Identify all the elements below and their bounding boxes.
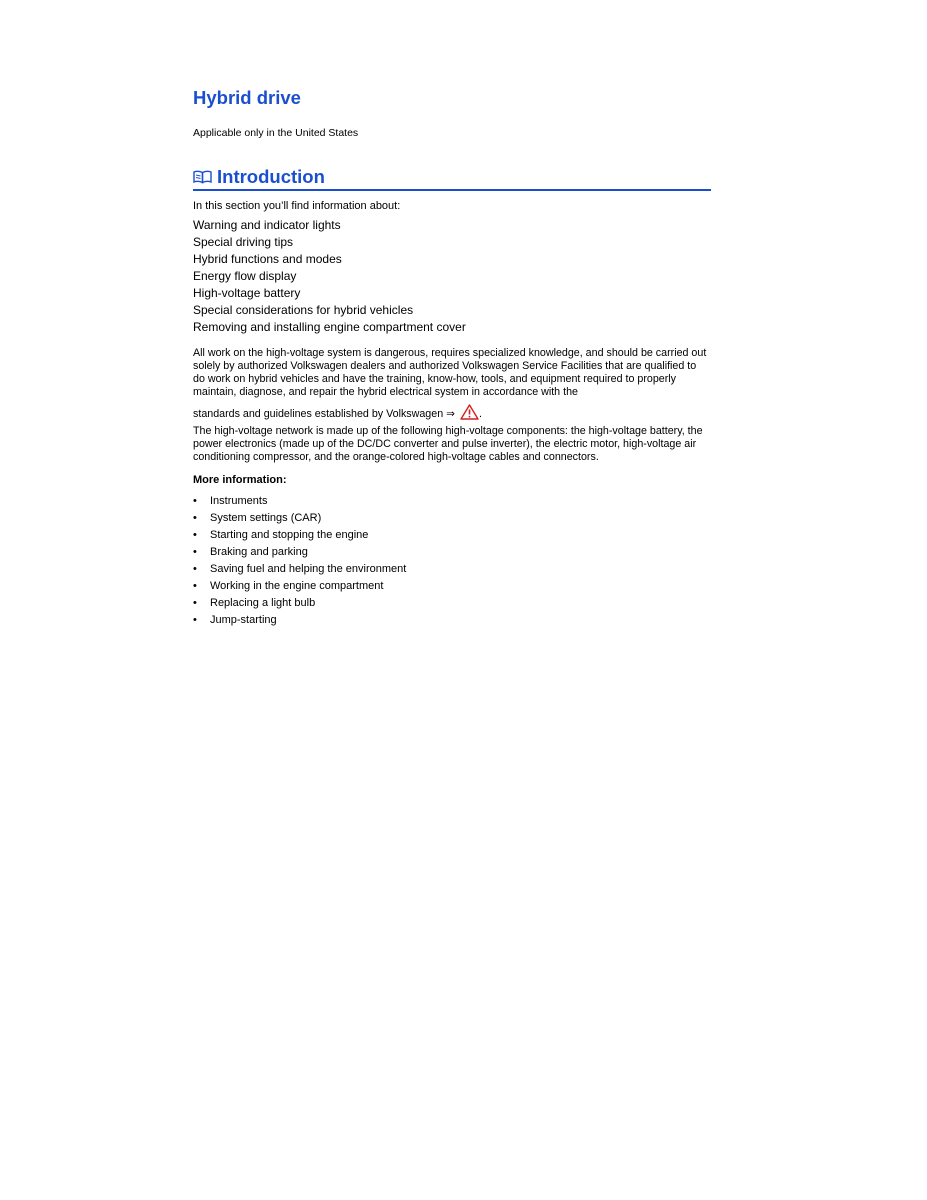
bullet-icon: • xyxy=(193,614,197,626)
more-info-item[interactable] xyxy=(193,595,406,612)
more-info-item[interactable] xyxy=(193,510,406,527)
bullet-icon: • xyxy=(193,597,197,609)
bullet-icon: • xyxy=(193,563,197,575)
bullet-icon: • xyxy=(193,580,197,592)
more-info-label: Instruments xyxy=(210,495,268,507)
more-info-label: Replacing a light bulb xyxy=(210,597,316,609)
topic-link-driving-tips[interactable]: Special driving tips xyxy=(193,235,294,249)
topic-link-warning-lights[interactable]: Warning and indicator lights xyxy=(193,218,341,232)
safety-paragraph-end-line xyxy=(193,404,711,421)
topic-link-hv-battery[interactable]: High-voltage battery xyxy=(193,286,301,300)
more-info-list xyxy=(193,493,406,629)
more-info-item[interactable] xyxy=(193,527,406,544)
more-info-item[interactable] xyxy=(193,578,406,595)
section-heading-introduction xyxy=(193,166,711,191)
more-info-item[interactable] xyxy=(193,544,406,561)
more-info-label: Jump-starting xyxy=(210,614,277,626)
intro-lead-text: In this section you’ll find information about: xyxy=(193,200,401,212)
more-info-label: Working in the engine compartment xyxy=(210,580,384,592)
bullet-icon: • xyxy=(193,512,197,524)
safety-paragraph-period: . xyxy=(479,408,483,420)
bullet-icon: • xyxy=(193,529,197,541)
bullet-icon: • xyxy=(193,546,197,558)
more-info-heading: More information: xyxy=(193,474,287,486)
more-info-label: Starting and stopping the engine xyxy=(210,529,369,541)
more-info-label: System settings (CAR) xyxy=(210,512,322,524)
page-title: Hybrid drive xyxy=(193,87,301,108)
topic-link-engine-cover[interactable]: Removing and installing engine compartment cover xyxy=(193,320,466,334)
network-paragraph: The high-voltage network is made up of the following high-voltage components: the high-voltage battery, the power electronics (made up of the DC/DC converter and pulse inverter), the electric motor, high-voltage air conditioning compressor, and the orange-colored high-voltage cables and connectors. xyxy=(193,425,703,463)
more-info-item[interactable] xyxy=(193,561,406,578)
bullet-icon: • xyxy=(193,495,197,507)
book-icon xyxy=(193,170,212,184)
more-info-item[interactable] xyxy=(193,493,406,510)
more-info-label: Saving fuel and helping the environment xyxy=(210,563,407,575)
topics-list xyxy=(193,217,466,336)
topic-link-hybrid-functions[interactable]: Hybrid functions and modes xyxy=(193,252,342,266)
applicability-note: Applicable only in the United States xyxy=(193,127,359,139)
topic-link-energy-flow[interactable]: Energy flow display xyxy=(193,269,297,283)
warning-triangle-icon[interactable] xyxy=(460,404,479,420)
safety-paragraph xyxy=(193,347,711,421)
more-info-label: Braking and parking xyxy=(210,546,308,558)
more-info-item[interactable] xyxy=(193,612,406,629)
safety-paragraph-end: standards and guidelines established by Volkswagen ⇒ xyxy=(193,408,459,420)
section-title: Introduction xyxy=(217,166,325,187)
topic-link-special-considerations[interactable]: Special considerations for hybrid vehicles xyxy=(193,303,414,317)
safety-paragraph-main: All work on the high-voltage system is dangerous, requires specialized knowledge, and should be carried out solely by authorized Volkswagen dealers and authorized Volkswagen Service Facilities that are qualified to do work on hybrid vehicles and have the training, know-how, tools, and equipment required to properly maintain, diagnose, and repair the hybrid electrical system in accordance with the xyxy=(193,347,707,398)
